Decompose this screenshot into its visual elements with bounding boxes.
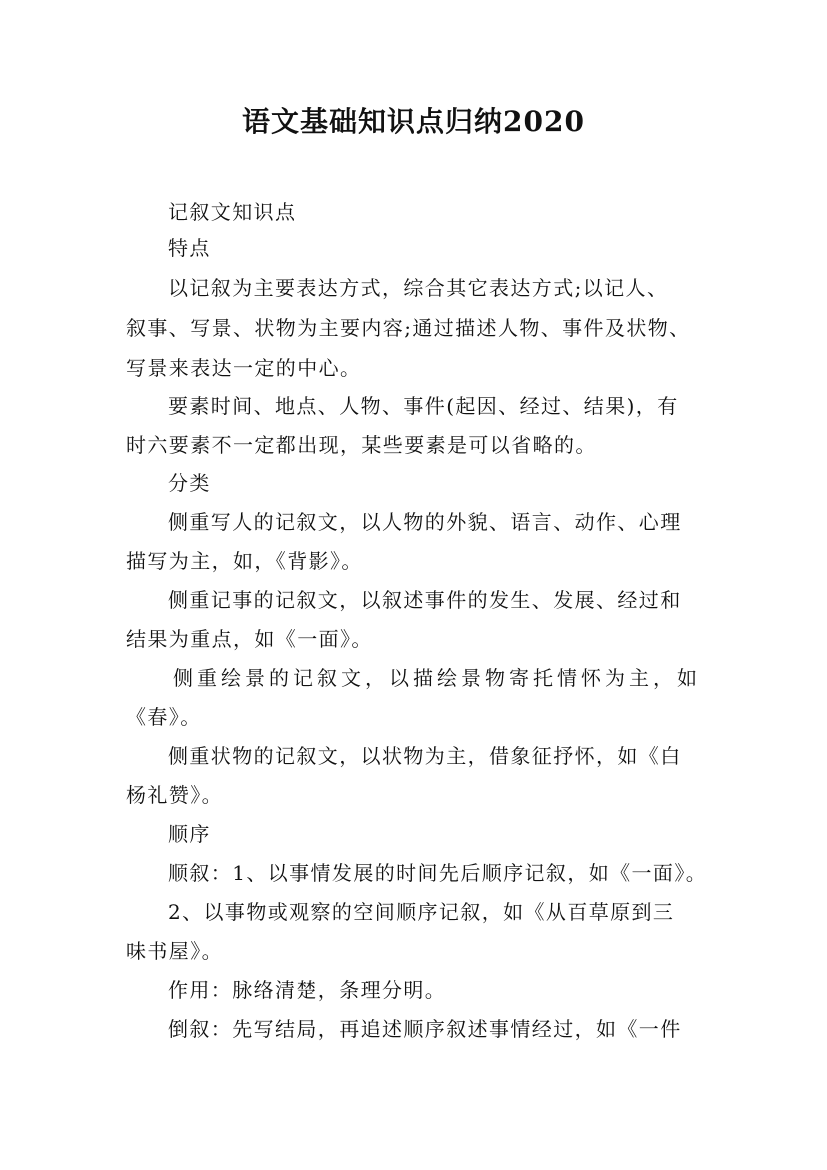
- paragraph-line: 作用：脉络清楚，条理分明。: [168, 978, 447, 1002]
- section-heading-narrative: 记叙文知识点: [168, 200, 297, 224]
- subheading-features: 特点: [168, 236, 211, 260]
- paragraph-line: 侧重状物的记叙文，以状物为主，借象征抒怀，如《白: [168, 744, 682, 768]
- paragraph-line: 味书屋》。: [126, 939, 223, 963]
- document-title: 语文基础知识点归纳2020: [242, 105, 585, 138]
- paragraph-line: 倒叙：先写结局，再追述顺序叙述事情经过，如《一件: [168, 1017, 682, 1041]
- paragraph-line: 侧重写人的记叙文，以人物的外貌、语言、动作、心理: [168, 510, 682, 534]
- paragraph-line: 结果为重点，如《一面》。: [126, 627, 373, 651]
- paragraph-line: 《春》。: [126, 705, 202, 729]
- paragraph-line: 描写为主，如，《背影》。: [126, 549, 363, 573]
- paragraph-line: 写景来表达一定的中心。: [126, 356, 362, 380]
- paragraph-line: 侧重记事的记叙文，以叙述事件的发生、发展、经过和: [168, 588, 682, 612]
- subheading-order: 顺序: [168, 822, 211, 846]
- paragraph-line: 以记叙为主要表达方式，综合其它表达方式;以记人、: [168, 276, 669, 300]
- subheading-classification: 分类: [168, 471, 211, 495]
- paragraph-line: 侧重绘景的记叙文，以描绘景物寄托情怀为主，如: [173, 666, 701, 690]
- paragraph-line: 时六要素不一定都出现，某些要素是可以省略的。: [126, 433, 597, 457]
- paragraph-line: 杨礼赞》。: [126, 783, 223, 807]
- paragraph-line: 要素时间、地点、人物、事件(起因、经过、结果)，有: [168, 394, 679, 418]
- paragraph-line: 顺叙：1、以事情发展的时间先后顺序记叙，如《一面》。: [168, 861, 708, 885]
- paragraph-line: 2、以事物或观察的空间顺序记叙，如《从百草原到三: [168, 900, 675, 924]
- paragraph-line: 叙事、写景、状物为主要内容;通过描述人物、事件及状物、: [126, 316, 691, 340]
